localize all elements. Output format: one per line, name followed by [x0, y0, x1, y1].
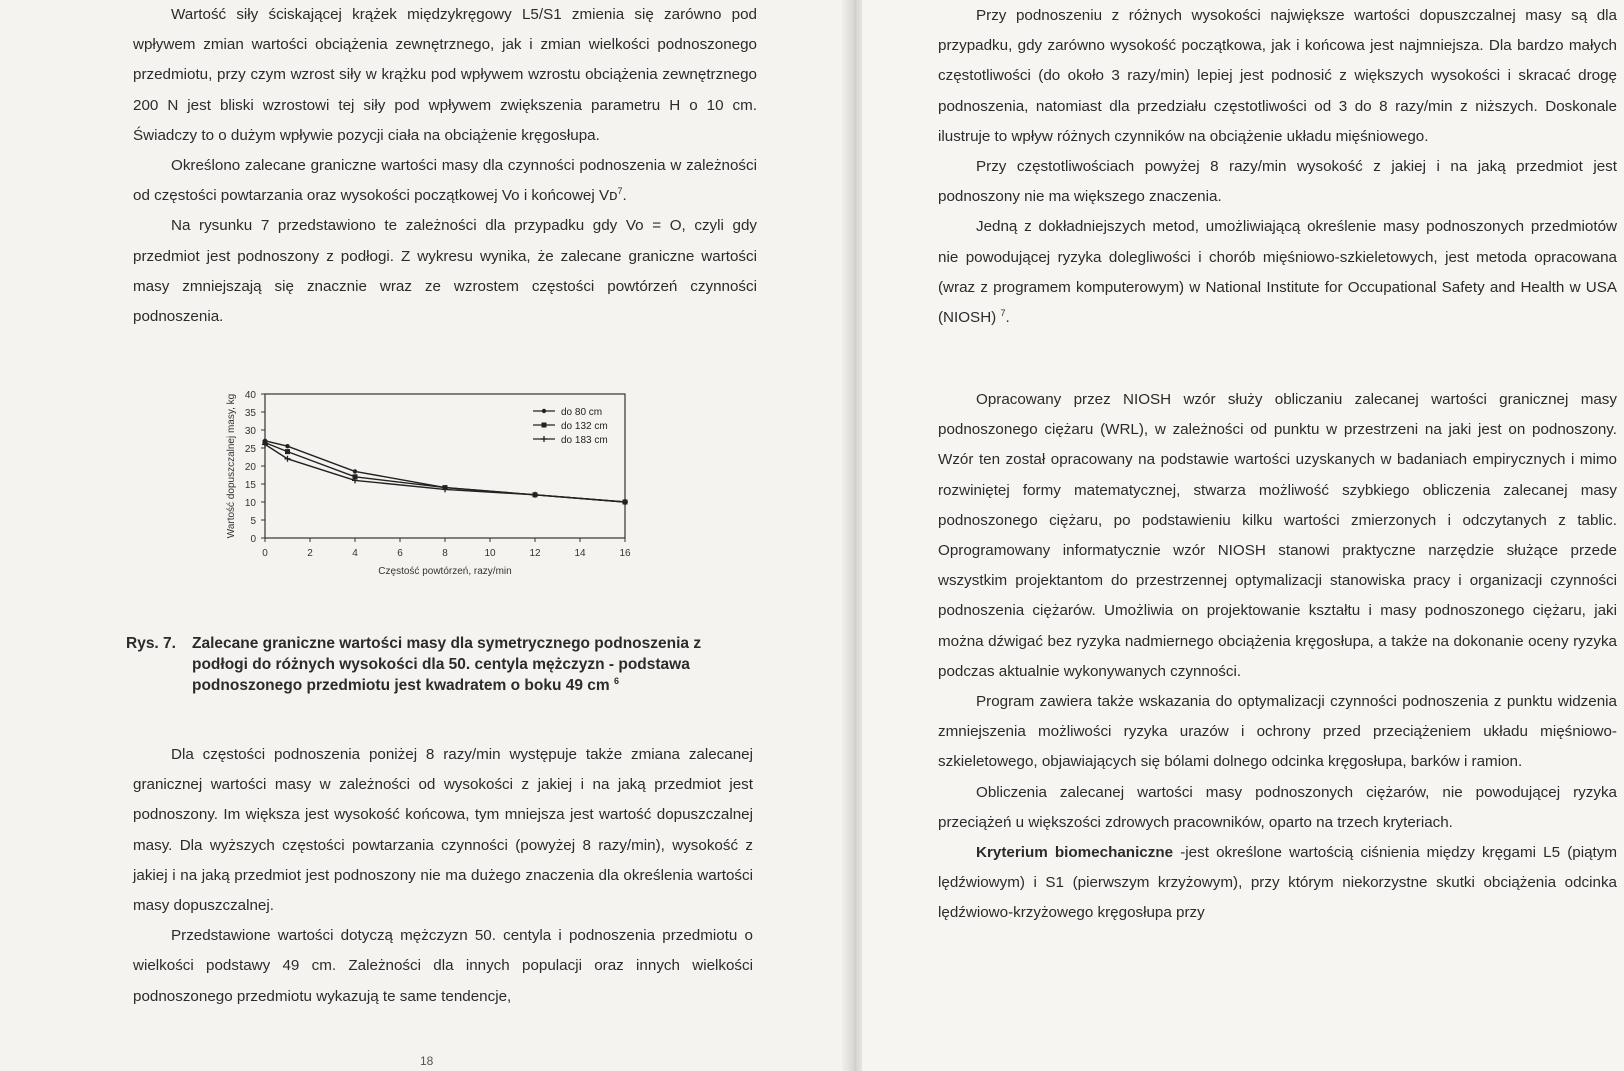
data-point-dot [285, 444, 289, 448]
paragraph: Określono zalecane graniczne wartości masy dla czynności podnoszenia w zależności od częstości powtarzania oraz wysokości początkowej Vo i końcowej Vᴅ$^7$. [133, 157, 757, 205]
legend-label-1: do 80 cm [561, 407, 603, 418]
x-tick-label: 4 [352, 548, 358, 559]
y-tick-label: 30 [244, 426, 256, 437]
left-bottom-text [133, 740, 753, 1012]
legend-label-3: do 183 cm [561, 435, 608, 446]
right-top-text [938, 1, 1617, 333]
data-point-square [285, 449, 290, 454]
paragraph: Wartość siły ściskającej krążek międzykręgowy L5/S1 zmienia się zarówno pod wpływem zmian wartości obciążenia zewnętrznego, jak i zmian wielkości podnoszonego przedmiotu, przy czym wzrost siły w krążku pod wpływem wzrostu obciążenia zewnętrznego 200 N jest bliski wzrostowi tej siły pod wpływem zwiększenia parametru H o 10 cm. Świadczy to o dużym wpływie pozycji ciała na obciążenie kręgosłupa. [133, 6, 757, 144]
footnote-ref: 6 [614, 675, 620, 686]
x-axis-label: Częstość powtórzeń, razy/min [378, 566, 512, 577]
paragraph: Program zawiera także wskazania do optymalizacji czynności podnoszenia z punktu widzenia zmniejszenia możliwości ryzyka urazów i ochrony przed przeciążeniem układu mięśniowo-szkieletowego, objawiających się bólami dolnego odcinka kręgosłupa, barków i ramion. [938, 693, 1617, 771]
footnote-ref: 7 [1000, 307, 1006, 318]
paragraph: Przy podnoszeniu z różnych wysokości największe wartości dopuszczalnej masy są dla przypadku, gdy zarówno wysokość początkowa, jak i końcowa jest najmniejsza. Dla bardzo małych częstotliwości (do około 3 razy/min) lepiej jest podnosić z większych wysokości i skracać drogę podnoszenia, natomiast dla przedziału częstotliwości od 3 do 8 razy/min z niższych. Doskonale ilustruje to wpływ różnych czynników na obciążenie układu mięśniowego. [938, 7, 1617, 145]
page-number: 18 [420, 1054, 434, 1068]
y-axis-label: Wartość dopuszczalnej masy, kg [226, 393, 237, 539]
x-tick-label: 12 [529, 548, 541, 559]
y-tick-label: 15 [244, 480, 256, 491]
right-page [862, 0, 1624, 1071]
x-tick-label: 2 [307, 548, 313, 559]
series-line-3 [265, 444, 625, 502]
x-tick-label: 0 [262, 548, 268, 559]
line-chart [218, 384, 638, 589]
criterion-heading: Kryterium biomechaniczne [976, 844, 1174, 862]
data-point-plus [541, 436, 547, 442]
y-tick-label: 5 [250, 516, 256, 527]
figure-caption [126, 633, 761, 696]
data-point-square [542, 423, 547, 428]
y-tick-label: 10 [244, 498, 256, 509]
x-tick-label: 6 [397, 548, 403, 559]
x-tick-label: 16 [619, 548, 631, 559]
paragraph: Opracowany przez NIOSH wzór służy obliczaniu zalecanej wartości granicznej masy podnoszonego ciężaru (WRL), w zależności od punktu w przestrzeni na jaki jest on podnoszony. Wzór ten został opracowany na podstawie wartości uzyskanych w badaniach empirycznych i mimo rozwiniętej formy matematycznej, stwarza możliwość szybkiego obliczenia zalecanej masy podnoszonego ciężaru, po podstawieniu kilku wartości zmierzonych i odczytanych z tablic. Oprogramowany informatycznie wzór NIOSH stanowi praktyczne narzędzie służące przede wszystkim projektantom do przestrzennej optymalizacji stanowiska pracy i organizacji czynności podnoszenia ciężarów. Umożliwia on projektowanie kształtu i masy podnoszonego ciężaru, jaki można dźwigać bez ryzyka nadmiernego obciążenia kręgosłupa, a także na dokonanie oceny ryzyka podczas aktualnie wykonywanych czynności. [938, 391, 1617, 680]
footnote-ref: 7 [617, 186, 623, 197]
x-tick-label: 10 [484, 548, 496, 559]
x-tick-label: 14 [574, 548, 586, 559]
paragraph: Na rysunku 7 przedstawiono te zależności dla przypadku gdy Vo = O, czyli gdy przedmiot jest podnoszony z podłogi. Z wykresu wynika, że zalecane graniczne wartości masy zmniejszają się znacznie wraz ze wzrostem częstości powtórzeń czynności podnoszenia. [133, 217, 757, 326]
right-bottom-text [938, 385, 1617, 929]
left-top-text [133, 0, 757, 332]
series-line-2 [265, 443, 625, 502]
paragraph: Obliczenia zalecanej wartości masy podnoszonych ciężarów, nie powodującej ryzyka przeciążeń u większości zdrowych pracowników, oparto na trzech kryteriach. [938, 783, 1617, 831]
y-tick-label: 20 [244, 462, 256, 473]
paragraph: Jedną z dokładniejszych metod, umożliwiającą określenie masy podnoszonych przedmiotów nie powodującej ryzyka dolegliwości i chorób mięśniowo-szkieletowych, jest metoda opracowana (wraz z programem komputerowym) w National Institute for Occupational Safety and Health w USA (NIOSH) $^7$. [938, 218, 1617, 327]
figure-7-chart [218, 384, 638, 589]
caption-label: Rys. 7. [126, 635, 176, 652]
series-line-1 [265, 441, 625, 502]
legend-label-2: do 132 cm [561, 421, 608, 432]
paragraph: Dla częstości podnoszenia poniżej 8 razy/min występuje także zmiana zalecanej granicznej wartości masy w zależności od wysokości z jakiej i na jaką przedmiot jest podnoszony. Im większa jest wysokość końcowa, tym mniejsza jest wartość dopuszczalnej masy. Dla wyższych częstości powtarzania czynności (powyżej 8 razy/min), wysokość z jakiej i na jaką przedmiot jest podnoszony nie ma dużego znaczenia dla określenia wartości masy dopuszczalnej. [133, 746, 753, 915]
paragraph: Przedstawione wartości dotyczą mężczyzn 50. centyla i podnoszenia przedmiotu o wielkości podstawy 49 cm. Zależności dla innych populacji oraz innych wielkości podnoszonego przedmiotu wykazują te same tendencje, [133, 927, 753, 1005]
data-point-dot [542, 409, 546, 413]
paragraph: Kryterium biomechaniczne -jest określone wartością ciśnienia między kręgami L5 (piątym lędźwiowym) i S1 (pierwszym krzyżowym), przy którym niekorzystne skutki obciążenia odcinka lędźwiowo-krzyżowego kręgosłupa przy [938, 844, 1617, 922]
y-tick-label: 40 [244, 390, 256, 401]
y-tick-label: 0 [250, 534, 256, 545]
paragraph: Przy częstotliwościach powyżej 8 razy/min wysokość z jakiej i na jaką przedmiot jest podnoszony nie ma większego znaczenia. [938, 158, 1617, 206]
x-tick-label: 8 [442, 548, 448, 559]
y-tick-label: 25 [244, 444, 256, 455]
caption-text: Zalecane graniczne wartości masy dla symetrycznego podnoszenia z podłogi do różnych wysokości dla 50. centyla mężczyzn - podstawa podnoszonego przedmiotu jest kwadratem o boku 49 cm $^6$ [192, 635, 702, 694]
data-point-dot [353, 469, 357, 473]
y-tick-label: 35 [244, 408, 256, 419]
